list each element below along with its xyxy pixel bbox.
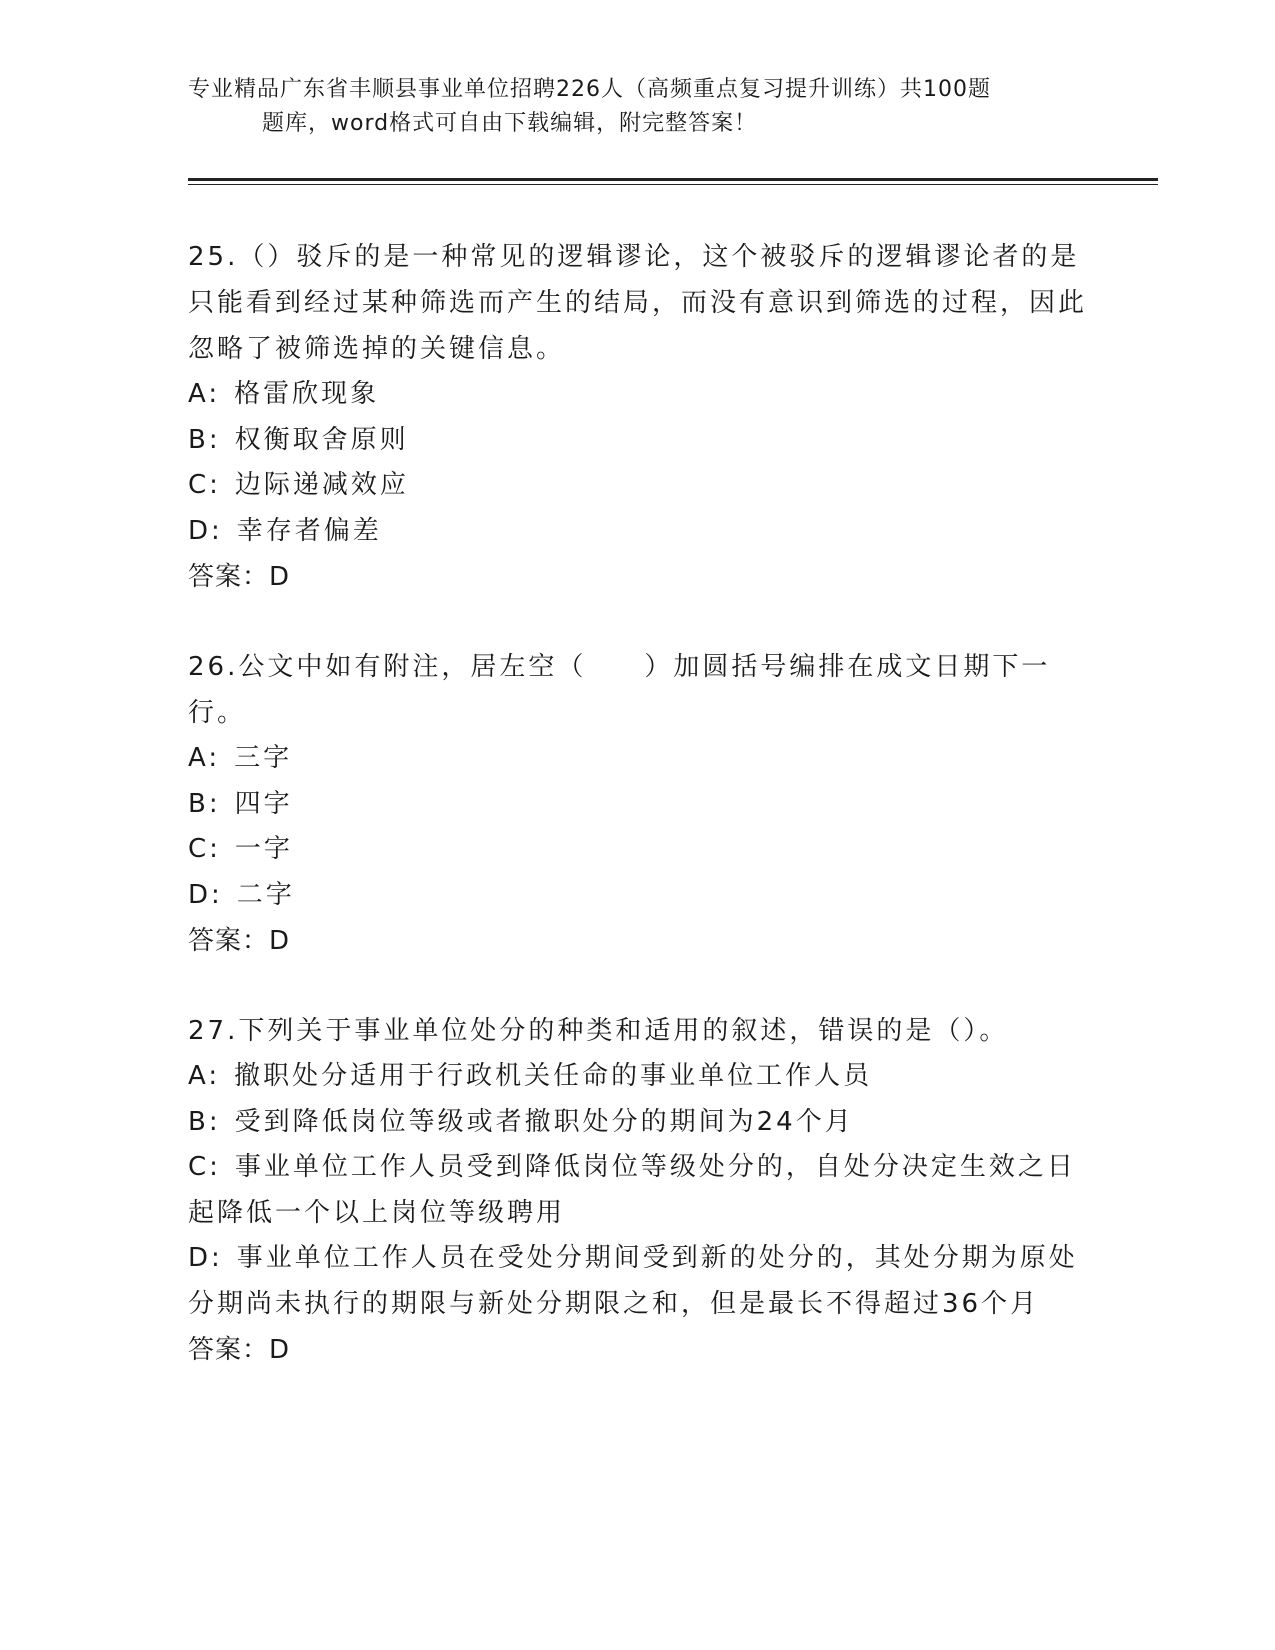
- option-letter: C:: [188, 1152, 221, 1182]
- option-text: 受到降低岗位等级或者撤职处分的期间为24个月: [234, 1106, 854, 1137]
- header-divider-thin: [188, 184, 1158, 185]
- option-letter: A:: [188, 1061, 221, 1091]
- option-text: 一字: [234, 834, 293, 864]
- option-b: [188, 1100, 1088, 1146]
- option-b: [188, 782, 1088, 828]
- option-c: [188, 463, 1088, 509]
- document-header-line-2: 题库，word格式可自由下载编辑，附完整答案！: [262, 111, 758, 136]
- option-text: 格雷欣现象: [234, 379, 380, 409]
- answer-label: 答案：D: [188, 1335, 291, 1365]
- option-text: 事业单位工作人员受到降低岗位等级处分的，自处分决定生效之日起降低一个以上岗位等级聘用: [188, 1152, 1076, 1228]
- answer-label: 答案：D: [188, 926, 291, 956]
- option-c: [188, 827, 1088, 873]
- question-stem: 27.下列关于事业单位处分的种类和适用的叙述，错误的是（）。: [188, 1016, 1009, 1046]
- question-stem: 26.公文中如有附注，居左空（ ）加圆括号编排在成文日期下一行。: [188, 652, 1051, 728]
- option-letter: B:: [188, 788, 221, 819]
- option-letter: D:: [188, 879, 223, 910]
- option-letter: B:: [188, 424, 221, 455]
- option-c: [188, 1145, 1088, 1236]
- option-d: [188, 873, 1088, 919]
- question-list: [188, 234, 1088, 1373]
- option-letter: A:: [188, 379, 221, 409]
- question-26: [188, 644, 1088, 964]
- question-stem: 25.（）驳斥的是一种常见的逻辑谬论，这个被驳斥的逻辑谬论者的是只能看到经过某种筛选而产生的结局，而没有意识到筛选的过程，因此忽略了被筛选掉的关键信息。: [188, 242, 1088, 364]
- option-text: 事业单位工作人员在受处分期间受到新的处分的，其处分期为原处分期尚未执行的期限与新处分期限之和，但是最长不得超过36个月: [188, 1243, 1078, 1319]
- answer-label: 答案：D: [188, 562, 291, 592]
- option-text: 幸存者偏差: [236, 515, 382, 546]
- header-divider-thick: [188, 178, 1158, 181]
- document-header-line-1: 专业精品广东省丰顺县事业单位招聘226人（高频重点复习提升训练）共100题: [188, 77, 991, 102]
- option-letter: C:: [188, 834, 221, 864]
- option-d: [188, 509, 1088, 555]
- option-text: 权衡取舍原则: [234, 424, 409, 455]
- option-d: [188, 1236, 1088, 1327]
- option-text: 四字: [234, 788, 293, 819]
- option-text: 边际递减效应: [234, 470, 409, 500]
- option-letter: C:: [188, 470, 221, 500]
- question-27: [188, 1008, 1088, 1373]
- option-a: [188, 736, 1088, 782]
- option-text: 撤职处分适用于行政机关任命的事业单位工作人员: [234, 1061, 873, 1091]
- option-b: [188, 418, 1088, 464]
- option-letter: A:: [188, 743, 221, 773]
- option-a: [188, 372, 1088, 418]
- option-text: 二字: [236, 879, 295, 910]
- option-text: 三字: [234, 743, 293, 773]
- option-a: [188, 1054, 1088, 1100]
- option-letter: B:: [188, 1106, 221, 1137]
- option-letter: D:: [188, 1243, 223, 1273]
- question-25: [188, 234, 1088, 600]
- option-letter: D:: [188, 515, 223, 546]
